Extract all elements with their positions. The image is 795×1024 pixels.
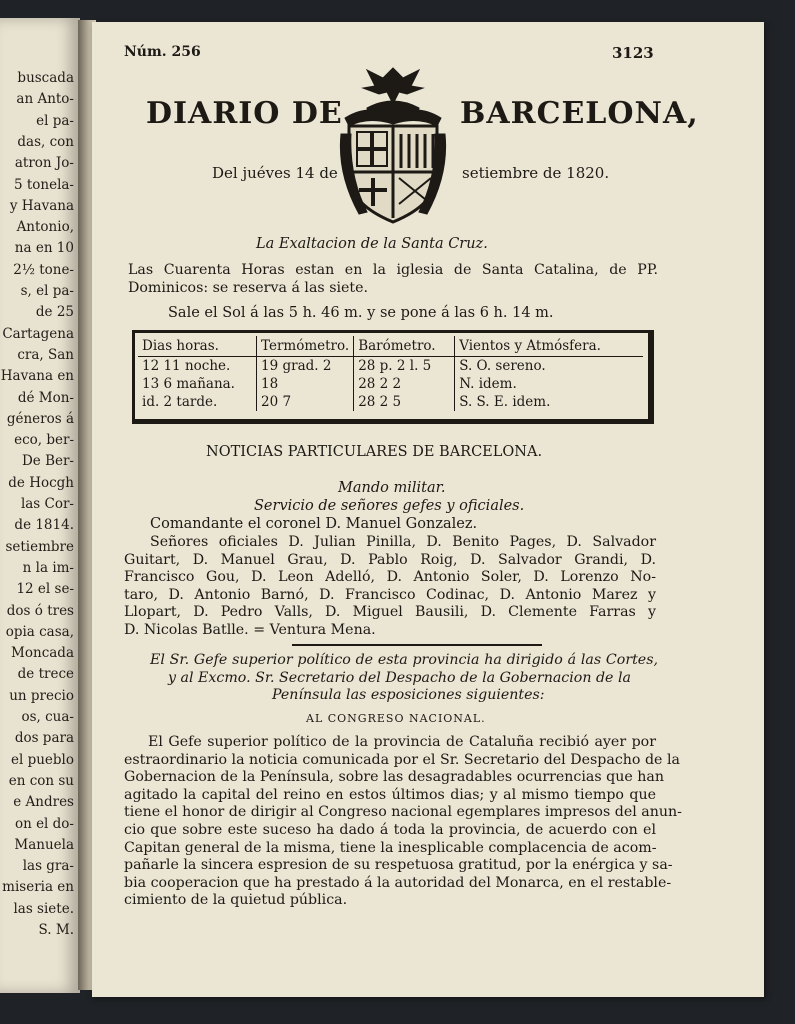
left-page-line: dé Mon- bbox=[17, 389, 74, 406]
forty-hours-line: Las Cuarenta Horas estan en la iglesia de Santa Catalina, de PP. bbox=[128, 262, 658, 278]
left-page-line: e Andres bbox=[13, 794, 74, 811]
forty-hours-line: Dominicos: se reserva á las siete. bbox=[128, 279, 369, 296]
table-row bbox=[138, 393, 643, 411]
officers-line: D. Nicolas Batlle. = Ventura Mena. bbox=[124, 621, 376, 638]
table-row bbox=[138, 375, 643, 393]
weather-cell: id. 2 tarde. bbox=[142, 394, 218, 410]
date-left: Del juéves 14 de bbox=[212, 164, 338, 182]
left-page-line: Antonio, bbox=[16, 219, 74, 236]
masthead-left: DIARIO DE bbox=[146, 96, 343, 131]
body-line: Gobernacion de la Península, sobre las desagradables ocurrencias que han bbox=[124, 769, 665, 786]
left-page-line: 12 el se- bbox=[16, 581, 74, 598]
weather-cell: 28 p. 2 l. 5 bbox=[354, 357, 455, 376]
weather-cell: S. O. sereno. bbox=[455, 357, 644, 376]
left-page-fragment bbox=[0, 18, 80, 993]
left-page-line: opia casa, bbox=[5, 623, 74, 640]
masthead-right: BARCELONA, bbox=[460, 96, 699, 131]
left-page-line: De Ber- bbox=[21, 453, 74, 470]
left-page-line: un precio bbox=[9, 687, 74, 704]
body-line: cimiento de la quietud pública. bbox=[124, 892, 348, 909]
left-page-line: 5 tonela- bbox=[13, 176, 74, 193]
left-page-line: Moncada bbox=[11, 645, 74, 662]
officers-line: taro, D. Antonio Barnó, D. Francisco Codinac, D. Antonio Marez y bbox=[124, 586, 656, 603]
sun-times: Sale el Sol á las 5 h. 46 m. y se pone á las 6 h. 14 m. bbox=[168, 305, 554, 321]
body-line: tiene el honor de dirigir al Congreso nacional egemplares impresos del anun- bbox=[124, 804, 682, 821]
left-page-line: Manuela bbox=[14, 836, 74, 853]
coat-of-arms-icon bbox=[337, 64, 449, 226]
officers-list bbox=[124, 534, 656, 640]
weather-cell: 19 grad. 2 bbox=[257, 357, 354, 376]
left-page-line: 2½ tone- bbox=[13, 261, 74, 278]
left-page-line: las Cor- bbox=[20, 496, 74, 512]
left-page-line: on el do- bbox=[14, 815, 74, 832]
military-subheading: Servicio de señores gefes y oficiales. bbox=[254, 498, 525, 514]
left-page-line: atron Jo- bbox=[14, 155, 74, 172]
body-line: pañarle la sincera espresion de su respetuosa gratitud, por la enérgica y sa- bbox=[124, 857, 673, 874]
left-page-line: das, con bbox=[17, 133, 74, 150]
body-line: Capitan general de la misma, tiene la inesplicable complacencia de acom- bbox=[124, 839, 657, 856]
officers-line: Francisco Gou, D. Leon Adelló, D. Antonio Soler, D. Lorenzo No- bbox=[124, 569, 656, 586]
body-paragraph bbox=[124, 734, 682, 910]
weather-cell: 28 2 5 bbox=[354, 393, 455, 411]
table-row bbox=[138, 357, 643, 376]
left-page-line: Cartagena bbox=[2, 325, 74, 342]
weather-cell: S. S. E. idem. bbox=[455, 393, 644, 411]
intro-line: Península las esposiciones siguientes: bbox=[272, 687, 545, 704]
weather-header-barometer: Barómetro. bbox=[354, 336, 455, 357]
body-line: estraordinario la noticia comunicada por el Sr. Secretario del Despacho de la bbox=[124, 751, 680, 768]
body-line: El Gefe superior político de la provincia de Cataluña recibió ayer por bbox=[148, 734, 656, 750]
left-page-line: s, el pa- bbox=[20, 283, 74, 299]
weather-header-days: Dias horas. bbox=[138, 336, 257, 357]
intro-line: y al Excmo. Sr. Secretario del Despacho de la Gobernacion de la bbox=[168, 669, 631, 686]
page-number: 3123 bbox=[612, 44, 654, 62]
commander-line: Comandante el coronel D. Manuel Gonzalez. bbox=[150, 516, 478, 532]
weather-cell: 12 11 noche. bbox=[142, 358, 231, 374]
left-page-line: setiembre bbox=[5, 538, 74, 555]
intro-paragraph bbox=[124, 652, 658, 705]
left-page-line: Havana en bbox=[0, 368, 74, 385]
weather-cell: 20 7 bbox=[257, 393, 354, 411]
weather-table bbox=[132, 330, 654, 424]
left-page-line: de 25 bbox=[35, 304, 74, 321]
body-line: cio que sobre este suceso ha dado á toda la provincia, de acuerdo con el bbox=[124, 821, 656, 838]
weather-cell: N. idem. bbox=[455, 375, 644, 393]
left-page-line: miseria en bbox=[2, 879, 74, 896]
left-page-line: de 1814. bbox=[14, 517, 74, 534]
left-page-line: las gra- bbox=[22, 858, 74, 875]
officers-line: Guitart, D. Manuel Grau, D. Pablo Roig, D. Salvador Grandi, D. bbox=[124, 551, 656, 568]
left-page-line: dos para bbox=[14, 730, 74, 747]
left-page-line: S. M. bbox=[38, 922, 74, 938]
left-page-line: el pueblo bbox=[10, 751, 74, 768]
intro-line: El Sr. Gefe superior político de esta provincia ha dirigido á las Cortes, bbox=[150, 652, 658, 668]
feast-day: La Exaltacion de la Santa Cruz. bbox=[256, 236, 488, 252]
left-page-line: y Havana bbox=[9, 197, 74, 214]
address-heading: AL CONGRESO NACIONAL. bbox=[306, 712, 486, 725]
left-page-line: an Anto- bbox=[16, 91, 74, 108]
left-page-line: buscada bbox=[17, 70, 74, 86]
date-right: setiembre de 1820. bbox=[462, 164, 610, 182]
weather-cell: 18 bbox=[257, 375, 354, 393]
weather-cell: 28 2 2 bbox=[354, 375, 455, 393]
left-page-line: géneros á bbox=[6, 410, 74, 427]
section-divider bbox=[292, 644, 542, 646]
military-heading: Mando militar. bbox=[338, 480, 446, 496]
officers-line: Señores oficiales D. Julian Pinilla, D. Benito Pages, D. Salvador bbox=[150, 534, 656, 550]
left-page-line: cra, San bbox=[17, 346, 74, 363]
left-page-line: de Hocgh bbox=[8, 474, 74, 491]
weather-header-thermometer: Termómetro. bbox=[257, 336, 354, 357]
section-title: NOTICIAS PARTICULARES DE BARCELONA. bbox=[206, 444, 543, 460]
left-page-line: las siete. bbox=[13, 900, 74, 917]
officers-line: Llopart, D. Pedro Valls, D. Miguel Bausili, D. Clemente Farras y bbox=[124, 604, 656, 621]
forty-hours-notice bbox=[128, 262, 658, 297]
newspaper-page bbox=[92, 22, 764, 997]
body-line: bia cooperacion que ha prestado á la autoridad del Monarca, en el restable- bbox=[124, 874, 672, 891]
weather-header-winds: Vientos y Atmósfera. bbox=[455, 336, 644, 357]
left-page-line: os, cua- bbox=[21, 709, 74, 725]
issue-number: Núm. 256 bbox=[124, 44, 201, 60]
body-line: agitado la capital del reino en estos últimos dias; y al mismo tiempo que bbox=[124, 786, 656, 803]
left-page-line: eco, ber- bbox=[14, 432, 74, 449]
left-page-line: en con su bbox=[8, 772, 74, 789]
left-page-line: de trece bbox=[17, 666, 74, 683]
left-page-line: dos ó tres bbox=[6, 602, 74, 619]
left-page-line: el pa- bbox=[36, 112, 74, 129]
weather-cell: 13 6 mañana. bbox=[142, 376, 235, 392]
left-page-line: na en 10 bbox=[14, 240, 74, 257]
left-page-line: n la im- bbox=[22, 559, 74, 576]
